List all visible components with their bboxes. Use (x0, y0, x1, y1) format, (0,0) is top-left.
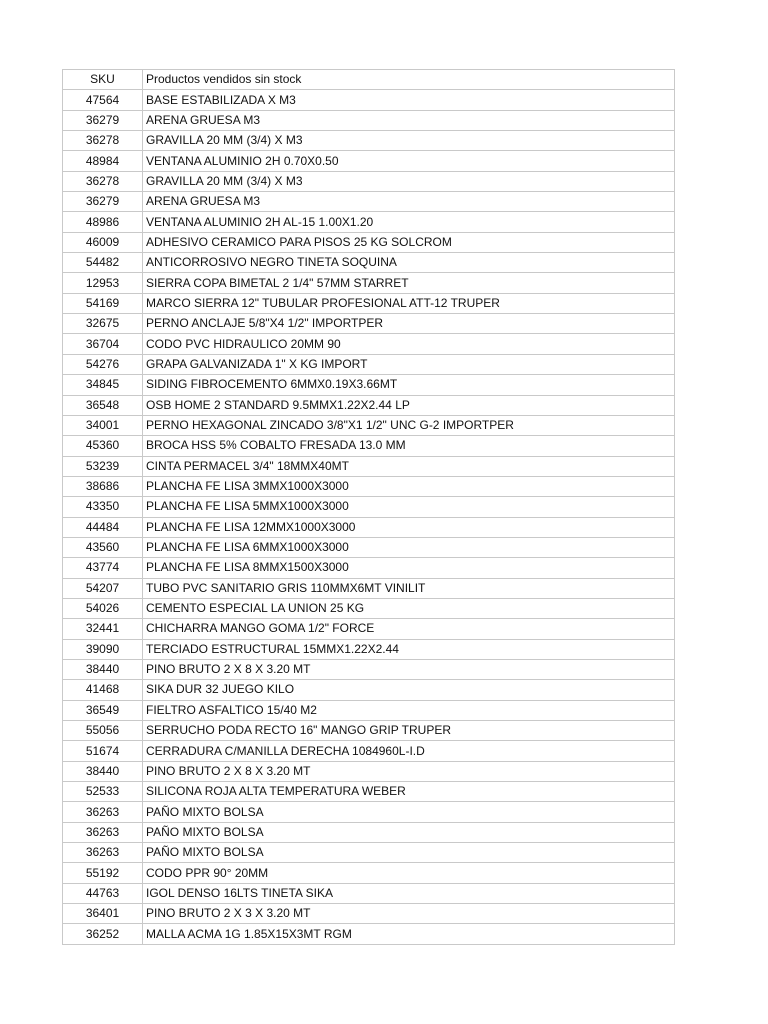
sku-cell: 36548 (63, 395, 143, 415)
table-row (63, 90, 675, 110)
table-row (63, 293, 675, 313)
product-cell: PLANCHA FE LISA 12MMX1000X3000 (143, 517, 675, 537)
product-cell: SILICONA ROJA ALTA TEMPERATURA WEBER (143, 782, 675, 802)
product-cell: MALLA ACMA 1G 1.85X15X3MT RGM (143, 924, 675, 944)
product-cell: SIERRA COPA BIMETAL 2 1/4" 57MM STARRET (143, 273, 675, 293)
sku-cell: 34001 (63, 415, 143, 435)
table-row (63, 782, 675, 802)
table-row (63, 883, 675, 903)
sku-cell: 55056 (63, 721, 143, 741)
table-row (63, 680, 675, 700)
table-row (63, 761, 675, 781)
sku-cell: 36279 (63, 110, 143, 130)
product-cell: CHICHARRA MANGO GOMA 1/2" FORCE (143, 619, 675, 639)
product-cell: PINO BRUTO 2 X 3 X 3.20 MT (143, 904, 675, 924)
table-row (63, 192, 675, 212)
sku-cell: 51674 (63, 741, 143, 761)
sku-cell: 36278 (63, 131, 143, 151)
table-row (63, 212, 675, 232)
table-row (63, 334, 675, 354)
sku-cell: 52533 (63, 782, 143, 802)
product-cell: FIELTRO ASFALTICO 15/40 M2 (143, 700, 675, 720)
sku-cell: 54169 (63, 293, 143, 313)
table-row (63, 497, 675, 517)
table-row (63, 843, 675, 863)
sku-cell: 54276 (63, 354, 143, 374)
product-cell: PAÑO MIXTO BOLSA (143, 802, 675, 822)
product-cell: GRAPA GALVANIZADA 1" X KG IMPORT (143, 354, 675, 374)
table-row (63, 700, 675, 720)
sku-cell: 38440 (63, 761, 143, 781)
product-cell: PERNO HEXAGONAL ZINCADO 3/8"X1 1/2" UNC G-2 IMPORTPER (143, 415, 675, 435)
product-cell: GRAVILLA 20 MM (3/4) X M3 (143, 171, 675, 191)
sku-cell: 47564 (63, 90, 143, 110)
product-cell: PLANCHA FE LISA 8MMX1500X3000 (143, 558, 675, 578)
table-row (63, 558, 675, 578)
table-row (63, 456, 675, 476)
sku-cell: 12953 (63, 273, 143, 293)
product-cell: CODO PVC HIDRAULICO 20MM 90 (143, 334, 675, 354)
product-cell: VENTANA ALUMINIO 2H AL-15 1.00X1.20 (143, 212, 675, 232)
table-row (63, 578, 675, 598)
header-sku: SKU (63, 70, 143, 90)
sku-cell: 36252 (63, 924, 143, 944)
sku-cell: 32441 (63, 619, 143, 639)
header-product: Productos vendidos sin stock (143, 70, 675, 90)
product-cell: GRAVILLA 20 MM (3/4) X M3 (143, 131, 675, 151)
product-cell: IGOL DENSO 16LTS TINETA SIKA (143, 883, 675, 903)
product-cell: PAÑO MIXTO BOLSA (143, 843, 675, 863)
product-cell: PERNO ANCLAJE 5/8"X4 1/2" IMPORTPER (143, 314, 675, 334)
product-cell: TUBO PVC SANITARIO GRIS 110MMX6MT VINILIT (143, 578, 675, 598)
product-cell: PLANCHA FE LISA 3MMX1000X3000 (143, 476, 675, 496)
table-row (63, 436, 675, 456)
table-row (63, 354, 675, 374)
sku-cell: 36263 (63, 802, 143, 822)
sku-cell: 34845 (63, 375, 143, 395)
table-row (63, 598, 675, 618)
product-cell: ANTICORROSIVO NEGRO TINETA SOQUINA (143, 253, 675, 273)
table-row (63, 232, 675, 252)
table-row (63, 741, 675, 761)
sku-cell: 38686 (63, 476, 143, 496)
product-cell: ARENA GRUESA M3 (143, 192, 675, 212)
table-row (63, 415, 675, 435)
sku-cell: 54026 (63, 598, 143, 618)
product-cell: CEMENTO ESPECIAL LA UNION 25 KG (143, 598, 675, 618)
product-cell: PLANCHA FE LISA 5MMX1000X3000 (143, 497, 675, 517)
product-cell: BASE ESTABILIZADA X M3 (143, 90, 675, 110)
sku-cell: 36263 (63, 822, 143, 842)
table-row (63, 537, 675, 557)
table-row (63, 395, 675, 415)
sku-cell: 54207 (63, 578, 143, 598)
spreadsheet (62, 69, 675, 945)
sku-cell: 44484 (63, 517, 143, 537)
product-cell: ARENA GRUESA M3 (143, 110, 675, 130)
product-cell: SERRUCHO PODA RECTO 16" MANGO GRIP TRUPER (143, 721, 675, 741)
table-row (63, 639, 675, 659)
table-row (63, 721, 675, 741)
sku-cell: 43560 (63, 537, 143, 557)
sku-cell: 48984 (63, 151, 143, 171)
sku-cell: 36279 (63, 192, 143, 212)
product-cell: PINO BRUTO 2 X 8 X 3.20 MT (143, 659, 675, 679)
table-row (63, 131, 675, 151)
table-row (63, 924, 675, 944)
product-cell: OSB HOME 2 STANDARD 9.5MMX1.22X2.44 LP (143, 395, 675, 415)
products-table (62, 69, 675, 945)
sku-cell: 48986 (63, 212, 143, 232)
sku-cell: 45360 (63, 436, 143, 456)
table-row (63, 375, 675, 395)
sku-cell: 32675 (63, 314, 143, 334)
table-row (63, 904, 675, 924)
sku-cell: 36401 (63, 904, 143, 924)
product-cell: CINTA PERMACEL 3/4" 18MMX40MT (143, 456, 675, 476)
sku-cell: 36263 (63, 843, 143, 863)
table-row (63, 273, 675, 293)
sku-cell: 44763 (63, 883, 143, 903)
sku-cell: 46009 (63, 232, 143, 252)
product-cell: PINO BRUTO 2 X 8 X 3.20 MT (143, 761, 675, 781)
product-cell: MARCO SIERRA 12" TUBULAR PROFESIONAL ATT-12 TRUPER (143, 293, 675, 313)
table-row (63, 863, 675, 883)
product-cell: TERCIADO ESTRUCTURAL 15MMX1.22X2.44 (143, 639, 675, 659)
table-row (63, 171, 675, 191)
sku-cell: 43350 (63, 497, 143, 517)
table-row (63, 802, 675, 822)
table-row (63, 314, 675, 334)
product-cell: ADHESIVO CERAMICO PARA PISOS 25 KG SOLCROM (143, 232, 675, 252)
table-row (63, 110, 675, 130)
table-body (63, 90, 675, 944)
table-row (63, 659, 675, 679)
table-row (63, 517, 675, 537)
sku-cell: 36704 (63, 334, 143, 354)
table-row (63, 253, 675, 273)
sku-cell: 55192 (63, 863, 143, 883)
sku-cell: 53239 (63, 456, 143, 476)
sku-cell: 36278 (63, 171, 143, 191)
product-cell: PLANCHA FE LISA 6MMX1000X3000 (143, 537, 675, 557)
table-row (63, 822, 675, 842)
product-cell: SIDING FIBROCEMENTO 6MMX0.19X3.66MT (143, 375, 675, 395)
sku-cell: 39090 (63, 639, 143, 659)
product-cell: BROCA HSS 5% COBALTO FRESADA 13.0 MM (143, 436, 675, 456)
product-cell: SIKA DUR 32 JUEGO KILO (143, 680, 675, 700)
sku-cell: 54482 (63, 253, 143, 273)
product-cell: CERRADURA C/MANILLA DERECHA 1084960L-I.D (143, 741, 675, 761)
sku-cell: 41468 (63, 680, 143, 700)
header-row (63, 70, 675, 90)
product-cell: CODO PPR 90° 20MM (143, 863, 675, 883)
sku-cell: 38440 (63, 659, 143, 679)
sku-cell: 43774 (63, 558, 143, 578)
product-cell: PAÑO MIXTO BOLSA (143, 822, 675, 842)
table-row (63, 476, 675, 496)
sku-cell: 36549 (63, 700, 143, 720)
table-row (63, 619, 675, 639)
product-cell: VENTANA ALUMINIO 2H 0.70X0.50 (143, 151, 675, 171)
table-row (63, 151, 675, 171)
